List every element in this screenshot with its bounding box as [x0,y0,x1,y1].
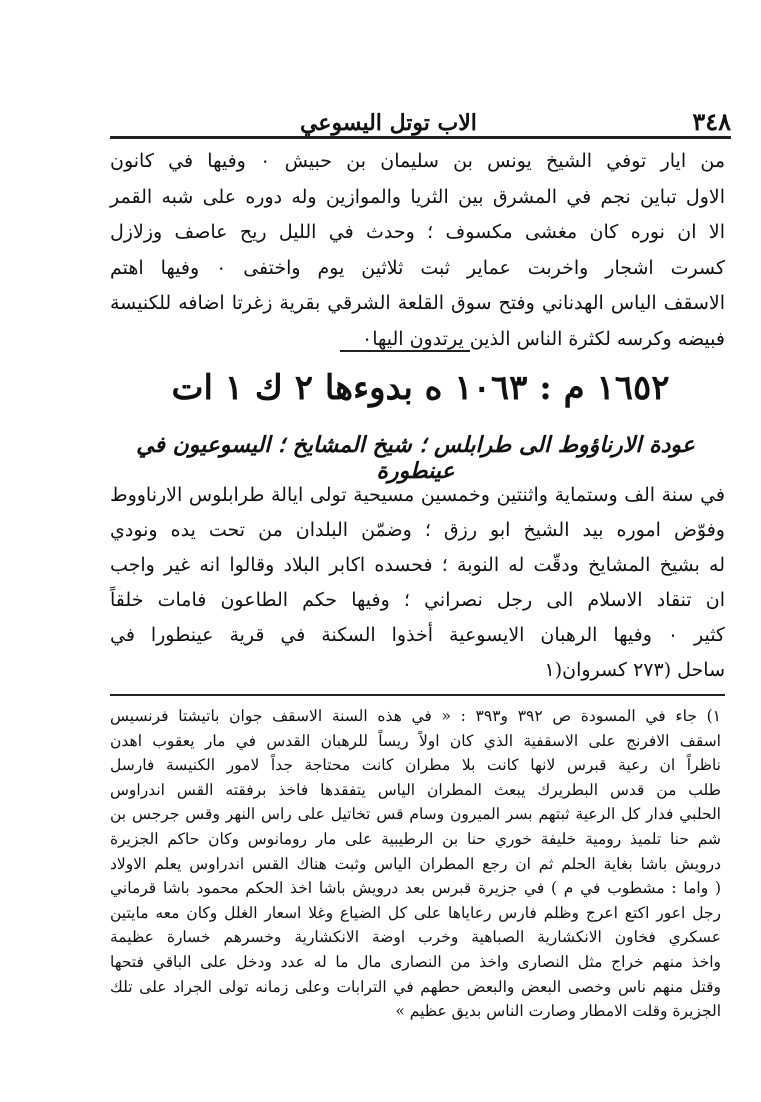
footnote-line: عسكري فخاون الانكشارية الصباهية وخرب اوضة الانكشارية وخسرهم خسارة عظيمة [110,928,721,947]
footnote-line: الحلبي فدار كل الرعية ثبتهم بسر الميرون وسام قس تخاتيل على راس النهر وقس جرجس بن [110,805,721,824]
text-line: من ايار توفي الشيخ يونس بن سليمان بن حبيش ۰ وفيها في كانون [110,150,726,172]
running-title: الاب توتل اليسوعي [300,110,477,136]
footnote-line: وقتل منهم ناس وخصى البعض والبعض حطهم في الترابات وعلى زمانه تولى الجراد على تلك [110,977,721,996]
text-line: ان تنقاد الاسلام الى رجل نصراني ؛ وفيها حكم الطاعون فامات خلقاً [110,589,725,611]
footnote-line: درويش باشا بغاية الحلم ثم ان رجع المطران الياس وثبت هناك القس اندراوس يعلم الاولاد [110,854,721,873]
footnotes [110,704,721,1024]
footnote-line: واخذ منهم خراج مثل النصارى واخذ من النصارى مال ما له عدد ودخل على الباقي فتحها [110,952,721,971]
text-line: وفوّض اموره بيد الشيخ ابو رزق ؛ وضمّن البلدان من تحت يده ونودي [110,519,725,541]
section-divider [340,350,470,352]
text-line: ساحل (٢٧٣ كسروان(١ [544,659,725,681]
text-line: في سنة الف وستماية واثنتين وخمسين مسيحية تولى ايالة طرابلوس الارناووط [110,484,725,506]
chapter-paragraph [110,478,725,688]
chapter-subheading: عودة الارناؤوط الى طرابلس ؛ شيخ المشايخ ؛ اليسوعيون في عينطورة [136,432,695,484]
footnote-line: رجل اعور اكتع اعرج وظلم فارس رعاياها على كل الضياع وغلا اسعار الغلل وكان معه مايتين [110,903,721,922]
footnote-line: ( واما : مشطوب في م ) في جزيرة قبرس بعد درويش باشا اخذ الحكم محمود باشا قرماني [110,879,721,898]
footnote-divider [110,694,725,696]
footnote-line: طلب من قدس البطريرك يبعث المطران الياس يتفقدها فاخذ برفقته القس اندراوس [110,780,721,799]
footnote-line: ناظراً ان رعية قبرس لانها كانت بلا مطران كانت محتاجة جداً لامور الكنيسة فارسل [110,756,721,775]
text-line: الا ان نوره كان مغشى مكسوف ؛ وحدث في الليل ريح عاصف وزلازل [110,221,725,243]
footnote-line: شم حنا تلميذ رومية خليفة خوري حنا بن الرطيبية على مار رومانوس وكان حاكم الجزيرة [110,829,721,848]
text-line: الاسقف الياس الهدناني وفتح سوق القلعة الشرقي بقرية زغرتا اضافه للكنيسة [110,292,725,314]
text-line: كسرت اشجار واخربت عماير ثبت ثلاثين يوم واختفى ۰ وفيها اهتم [110,256,725,279]
page-header [110,96,731,139]
text-line: له بشيخ المشايخ ودقّت له النوبة ؛ فحسده اكابر البلاد وقالوا انه غير واجب [110,554,725,576]
page-number: ٣٤٨ [692,107,731,136]
footnote-line: اسقف الافرنج على الاسقفية الذي كان اولاً ريساً للرهبان القدس في مار يعقوب اهدن [110,731,721,750]
text-line: كثير ۰ وفيها الرهبان الايسوعية أخذوا السكنة في قرية عينطورا في [110,624,725,646]
footnote-line: ١) جاء في المسودة ص ٣٩٢ و٣٩٣ : « في هذه السنة الاسقف جوان باتيشتا فرنسيس [110,707,721,725]
footnote-line: الجزيرة وقلت الامطار وصارت الناس بديق عظيم » [395,1002,721,1021]
body-paragraph [110,144,725,357]
text-line: الاول تباين نجم في المشرق بين الثريا والموازين وله دوره على شبه القمر [110,185,725,208]
text-line: فبيضه وكرسه لكثرة الناس الذين يرتدون اليها۰ [361,327,725,350]
chapter-heading: ١٦٥٢ م : ١٠٦٣ ه بدوءها ٢ ك ١ ات [171,368,670,408]
